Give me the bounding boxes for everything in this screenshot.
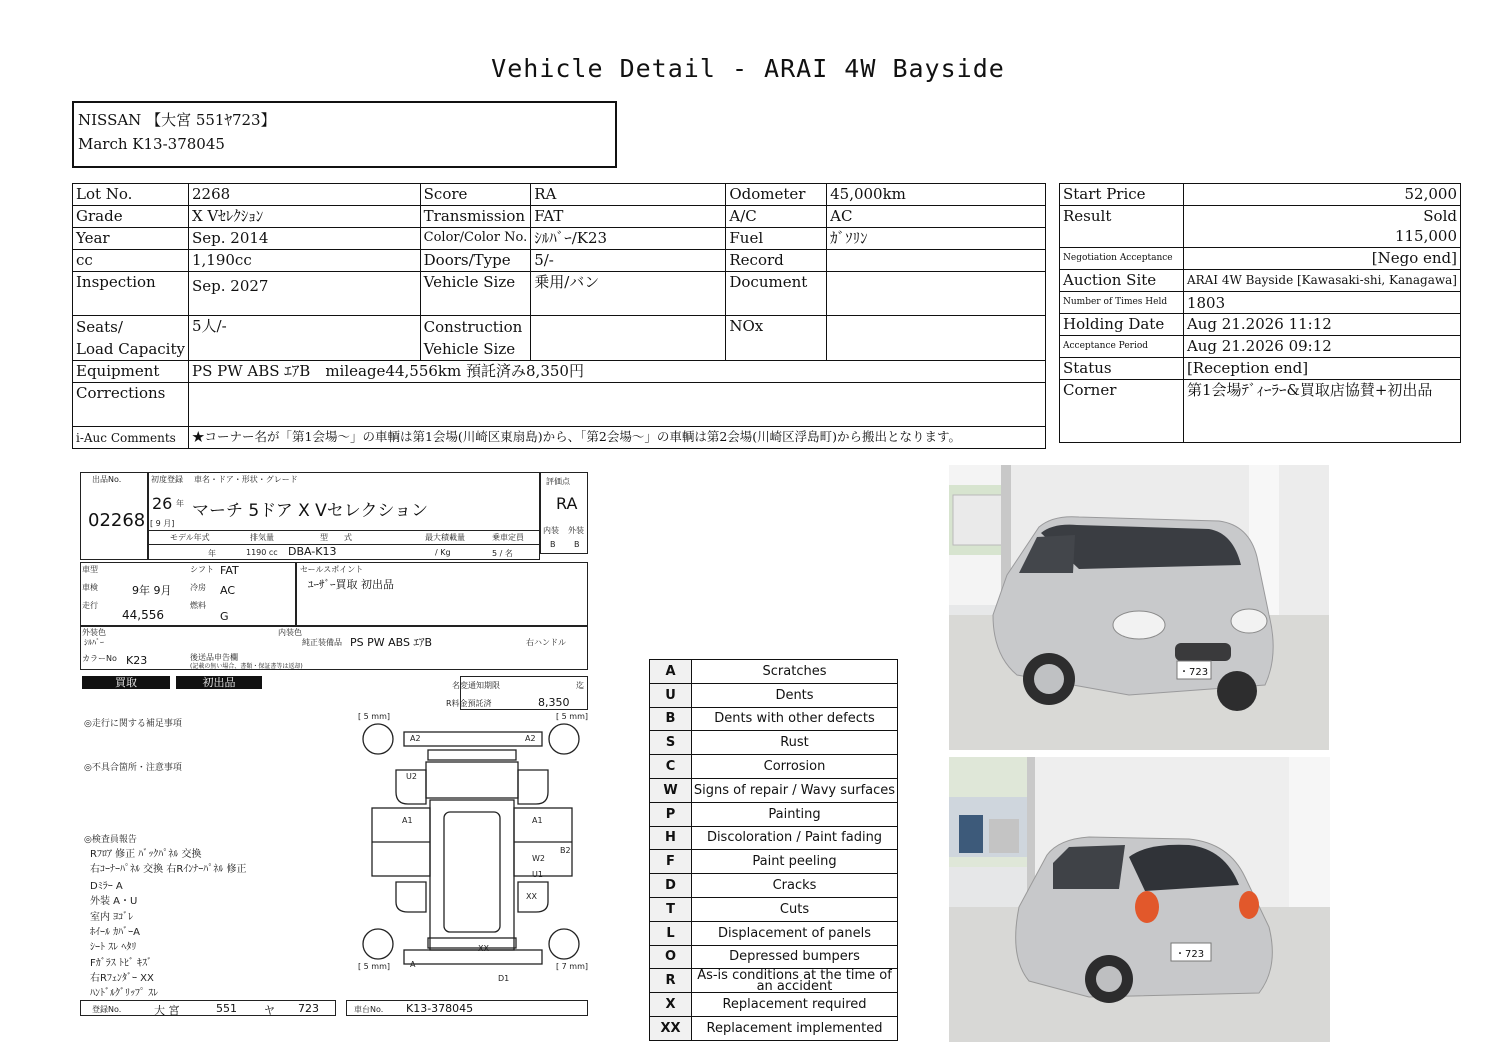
sheet-tire-rl: [ 5 mm] (358, 962, 391, 971)
mark-xx-rear: XX (478, 944, 489, 953)
corner-label: Corner (1060, 380, 1184, 443)
legend-desc: Rust (692, 731, 898, 755)
nox-value (827, 316, 1046, 361)
sheet-inspection: 9年 9月 (132, 584, 172, 597)
legend-row (650, 921, 898, 945)
ac-label: A/C (726, 206, 827, 228)
sheet-supp-label: ◎走行に関する補足事項 (84, 719, 182, 729)
holding-label: Holding Date (1060, 314, 1184, 336)
acceptance-label: Acceptance Period (1060, 336, 1184, 358)
sheet-ac-label: 冷房 (190, 583, 206, 592)
sheet-report-line: 右ｺｰﾅｰﾊﾟﾈﾙ 交換 右Rｲﾝﾅｰﾊﾟﾈﾙ 修正 (90, 864, 247, 875)
car-photo-front (949, 465, 1329, 750)
mark-a2-left: A2 (410, 734, 421, 743)
table-row (73, 427, 1046, 449)
legend-row (650, 874, 898, 898)
legend-desc: Corrosion (692, 755, 898, 779)
sheet-report-line: Fｶﾞﾗｽ ﾄﾋﾞ ｷｽﾞ (90, 958, 153, 969)
sheet-year-unit: 年 (176, 499, 184, 508)
vehicle-header (72, 101, 617, 168)
document-value (827, 272, 1046, 316)
score-label: Score (420, 184, 531, 206)
seats-value: 5人/- (188, 316, 420, 361)
mark-u1: U1 (532, 870, 543, 879)
sheet-color-no-label: カラーNo (82, 654, 117, 663)
color-box (80, 626, 588, 670)
construction-value (531, 316, 726, 361)
table-row (1060, 184, 1461, 206)
front-plate-number: ・723 (1179, 667, 1209, 678)
sheet-ac: AC (220, 584, 236, 597)
sheet-displacement: 1190 cc (246, 548, 278, 557)
sheet-load: / Kg (435, 548, 451, 557)
inspection-value: Sep. 2027 (188, 272, 420, 316)
sheet-tag-buy: 買取 (82, 676, 170, 689)
legend-row (650, 945, 898, 969)
construction-label-line1: Construction (423, 318, 523, 336)
sheet-color: ｼﾙﾊﾞｰ (84, 638, 104, 647)
vehicle-size-value: 乗用/バン (531, 272, 726, 316)
construction-label (420, 316, 531, 361)
sheet-equipment: PS PW ABS ｴｱB (350, 636, 433, 649)
sheet-sales-point-label: セールスポイント (300, 565, 364, 574)
legend-row (650, 993, 898, 1017)
grade-value: X Vｾﾚｸｼｮﾝ (188, 206, 420, 228)
spec-box (80, 562, 296, 626)
site-label: Auction Site (1060, 270, 1184, 292)
legend-row (650, 683, 898, 707)
auction-info-table (1059, 183, 1461, 443)
nox-label: NOx (726, 316, 827, 361)
seats-label-line1: Seats/ (76, 318, 123, 336)
legend-code: L (650, 921, 692, 945)
legend-row (650, 1016, 898, 1040)
cc-label: cc (73, 250, 189, 272)
legend-code: W (650, 778, 692, 802)
sheet-mileage-label: 走行 (82, 601, 98, 610)
result-value (1183, 206, 1460, 248)
record-value (827, 250, 1046, 272)
corrections-value (188, 383, 1045, 427)
sheet-lot-no: 02268 (88, 510, 146, 531)
table-row (73, 206, 1046, 228)
sheet-reg-city: 大 宮 (154, 1004, 180, 1017)
legend-desc: Discoloration / Paint fading (692, 826, 898, 850)
sheet-report-line: Dﾐﾗｰ A (90, 881, 123, 892)
sheet-color-label: 外装色 (82, 628, 106, 637)
auction-sheet (80, 472, 590, 1022)
table-row (73, 272, 1046, 316)
table-row (1060, 314, 1461, 336)
table-row (73, 361, 1046, 383)
legend-code: X (650, 993, 692, 1017)
sheet-fuel-label: 燃料 (190, 601, 206, 610)
sheet-model-year-suffix: 年 (208, 549, 216, 558)
legend-code: S (650, 731, 692, 755)
ac-value: AC (827, 206, 1046, 228)
corner-value: 第1会場ﾃﾞｨｰﾗｰ&買取店協賛+初出品 (1183, 380, 1460, 443)
sheet-lot-label: 出品No. (92, 475, 122, 484)
mark-b2: B2 (560, 846, 571, 855)
sheet-report-line: 外装 A・U (90, 896, 138, 907)
legend-desc: Paint peeling (692, 850, 898, 874)
legend-row (650, 969, 898, 993)
sheet-model-year-label: モデル年式 (170, 533, 210, 542)
equipment-value: PS PW ABS ｴｱB mileage44,556km 預託済み8,350円 (188, 361, 1045, 383)
sheet-interior: B (550, 540, 556, 549)
table-row (1060, 336, 1461, 358)
sheet-report-label: ◎検査員報告 (84, 835, 137, 845)
car-rear-illustration (949, 757, 1330, 1042)
legend-desc: Cracks (692, 874, 898, 898)
legend-row (650, 660, 898, 684)
sheet-capacity: 5 / 名 (492, 549, 513, 558)
start-price-value: 52,000 (1183, 184, 1460, 206)
lot-label: Lot No. (73, 184, 189, 206)
legend-desc: Depressed bumpers (692, 945, 898, 969)
negotiation-value: [Nego end] (1183, 248, 1460, 270)
grade-label: Grade (73, 206, 189, 228)
legend-row (650, 707, 898, 731)
sheet-displacement-label: 排気量 (250, 533, 274, 542)
damage-code-legend (649, 659, 898, 1041)
sheet-month: [ 9 月] (150, 519, 175, 528)
legend-desc: Displacement of panels (692, 921, 898, 945)
legend-desc: Replacement implemented (692, 1016, 898, 1040)
fuel-label: Fuel (726, 228, 827, 250)
mark-a1-right: A1 (532, 816, 543, 825)
mark-a1-left: A1 (402, 816, 413, 825)
table-row (73, 316, 1046, 361)
legend-row (650, 731, 898, 755)
legend-code: F (650, 850, 692, 874)
status-value: [Reception end] (1183, 358, 1460, 380)
vehicle-details-table (72, 183, 1046, 449)
result-label: Result (1060, 206, 1184, 248)
table-row (1060, 358, 1461, 380)
sheet-report-line: 室内 ﾖｺﾞﾚ (90, 912, 134, 923)
sheet-first-reg-label: 初度登録 (151, 475, 183, 484)
vehicle-header-line2: March K13-378045 (78, 135, 225, 153)
comments-label: i-Auc Comments (73, 427, 189, 449)
sheet-tire-fr: [ 5 mm] (556, 712, 589, 721)
comments-value: ★コーナー名が「第1会場～」の車輌は第1会場(川崎区東扇島)から、「第2会場～」の車輌は第2会場(川崎区浮島町)から搬出となります。 (188, 427, 1045, 449)
sheet-inspection-label: 車検 (82, 583, 98, 592)
sheet-recycle: 8,350 (538, 696, 570, 709)
table-row (1060, 248, 1461, 270)
table-row (73, 228, 1046, 250)
result-status: Sold (1423, 207, 1457, 225)
legend-desc: Painting (692, 802, 898, 826)
legend-row (650, 826, 898, 850)
legend-code: A (650, 660, 692, 684)
mark-xx-side: XX (526, 892, 537, 901)
sheet-docs-label: 後送品申告欄 (190, 653, 238, 662)
legend-row (650, 850, 898, 874)
sheet-capacity-label: 乗車定員 (492, 533, 524, 542)
sheet-report-line: ﾊﾝﾄﾞﾙｸﾞﾘｯﾌﾟ ｽﾚ (90, 988, 159, 999)
car-photo-rear (949, 757, 1330, 1042)
sheet-body-label: 車型 (82, 565, 98, 574)
table-row (1060, 206, 1461, 248)
table-row (73, 184, 1046, 206)
site-value: ARAI 4W Bayside [Kawasaki-shi, Kanagawa] (1183, 270, 1460, 292)
holding-value: Aug 21.2026 11:12 (1183, 314, 1460, 336)
car-damage-diagram (356, 712, 588, 982)
sheet-load-label: 最大積載量 (425, 533, 465, 542)
vehicle-header-line1: NISSAN 【大宮 551ﾔ723】 (78, 111, 276, 129)
legend-row (650, 755, 898, 779)
construction-label-line2: Vehicle Size (423, 340, 516, 358)
lot-value: 2268 (188, 184, 420, 206)
legend-code: P (650, 802, 692, 826)
seats-label-line2: Load Capacity (76, 340, 185, 358)
sheet-tag-first: 初出品 (176, 676, 262, 689)
acceptance-value: Aug 21.2026 09:12 (1183, 336, 1460, 358)
sheet-shift: FAT (220, 564, 239, 577)
legend-row (650, 802, 898, 826)
legend-code: R (650, 969, 692, 993)
sheet-interior-color-label: 内装色 (278, 628, 302, 637)
sheet-eval: RA (556, 494, 578, 513)
year-label: Year (73, 228, 189, 250)
sheet-report-line: Rﾌﾛｱ 修正 ﾊﾞｯｸﾊﾟﾈﾙ 交換 (90, 849, 202, 860)
legend-row (650, 778, 898, 802)
mark-a-rear: A (410, 960, 416, 969)
mark-u2: U2 (406, 772, 417, 781)
table-row (73, 250, 1046, 272)
sheet-chassis: K13-378045 (406, 1002, 474, 1015)
sheet-interior-label: 内装 (543, 526, 559, 535)
legend-desc: As-is conditions at the time of an accident (692, 969, 898, 993)
seats-label (73, 316, 189, 361)
sheet-reg-label: 登録No. (92, 1005, 122, 1014)
sheet-report-line: 右Rﾌｪﾝﾀﾞｰ XX (90, 973, 154, 984)
sheet-type-label: 型 式 (320, 533, 352, 542)
mark-w2: W2 (532, 854, 545, 863)
sheet-chassis-label: 車台No. (354, 1005, 384, 1014)
start-price-label: Start Price (1060, 184, 1184, 206)
page-title: Vehicle Detail - ARAI 4W Bayside (491, 54, 1005, 83)
sheet-reg-class: 551 (216, 1002, 237, 1015)
legend-desc: Signs of repair / Wavy surfaces (692, 778, 898, 802)
record-label: Record (726, 250, 827, 272)
sheet-defect-label: ◎不具合箇所・注意事項 (84, 763, 182, 773)
score-value: RA (531, 184, 726, 206)
odometer-label: Odometer (726, 184, 827, 206)
sheet-report-line: ｼｰﾄ ｽﾚ ﾍﾀﾘ (90, 942, 137, 953)
color-value: ｼﾙﾊﾞｰ/K23 (531, 228, 726, 250)
sheet-reg-kana: ヤ (264, 1004, 275, 1017)
times-value: 1803 (1183, 292, 1460, 314)
year-value: Sep. 2014 (188, 228, 420, 250)
legend-desc: Replacement required (692, 993, 898, 1017)
result-price: 115,000 (1394, 227, 1457, 245)
equipment-label: Equipment (73, 361, 189, 383)
legend-code: T (650, 897, 692, 921)
legend-code: B (650, 707, 692, 731)
sheet-sales-point: ﾕｰｻﾞｰ買取 初出品 (308, 578, 394, 591)
sheet-handle: 右ハンドル (526, 638, 566, 647)
sheet-notice-unit: 迄 (576, 681, 584, 690)
table-row (73, 383, 1046, 427)
sheet-name-label: 車名・ドア・形状・グレード (194, 475, 298, 484)
legend-code: XX (650, 1016, 692, 1040)
color-label: Color/Color No. (420, 228, 531, 250)
legend-code: O (650, 945, 692, 969)
inspection-label: Inspection (73, 272, 189, 316)
odometer-value: 45,000km (827, 184, 1046, 206)
sheet-shift-label: シフト (190, 565, 214, 574)
sheet-color-no: K23 (126, 654, 148, 667)
doors-label: Doors/Type (420, 250, 531, 272)
times-label: Number of Times Held (1060, 292, 1184, 314)
legend-code: C (650, 755, 692, 779)
corrections-label: Corrections (73, 383, 189, 427)
sheet-exterior-label: 外装 (568, 526, 584, 535)
transmission-label: Transmission (420, 206, 531, 228)
sheet-tire-rr: [ 7 mm] (556, 962, 589, 971)
sheet-vehicle-name: マーチ 5ドア X Vセレクション (192, 501, 429, 521)
fuel-value: ｶﾞｿﾘﾝ (827, 228, 1046, 250)
table-row (1060, 380, 1461, 443)
sheet-eval-label: 評価点 (546, 477, 570, 486)
sheet-tire-fl: [ 5 mm] (358, 712, 391, 721)
cc-value: 1,190cc (188, 250, 420, 272)
car-front-illustration (949, 465, 1329, 750)
negotiation-label: Negotiation Acceptance (1060, 248, 1184, 270)
mark-a2-right: A2 (525, 734, 536, 743)
legend-code: D (650, 874, 692, 898)
sheet-docs-note: (記載の無い場合、書類・保証書等は返却) (190, 663, 303, 670)
doors-value: 5/- (531, 250, 726, 272)
legend-row (650, 897, 898, 921)
legend-desc: Scratches (692, 660, 898, 684)
status-label: Status (1060, 358, 1184, 380)
sheet-recycle-label: R料金預託済 (446, 699, 492, 708)
sheet-equipment-label: 純正装備品 (302, 638, 342, 647)
table-row (1060, 292, 1461, 314)
sheet-exterior: B (574, 540, 580, 549)
legend-code: H (650, 826, 692, 850)
vehicle-size-label: Vehicle Size (420, 272, 531, 316)
legend-code: U (650, 683, 692, 707)
legend-desc: Cuts (692, 897, 898, 921)
sheet-reg-num: 723 (298, 1002, 319, 1015)
table-row (1060, 270, 1461, 292)
sheet-notice-label: 名変通知期限 (452, 681, 500, 690)
legend-desc: Dents with other defects (692, 707, 898, 731)
rear-plate-number: ・723 (1175, 949, 1205, 960)
sheet-year: 26 (152, 494, 173, 513)
document-label: Document (726, 272, 827, 316)
sheet-report-line: ﾎｲｰﾙ ｶﾊﾞｰA (90, 927, 141, 938)
sheet-type: DBA-K13 (288, 545, 337, 558)
sheet-mileage: 44,556 (122, 608, 164, 622)
mark-d1: D1 (498, 974, 510, 983)
sheet-fuel: G (220, 610, 229, 623)
transmission-value: FAT (531, 206, 726, 228)
legend-desc: Dents (692, 683, 898, 707)
